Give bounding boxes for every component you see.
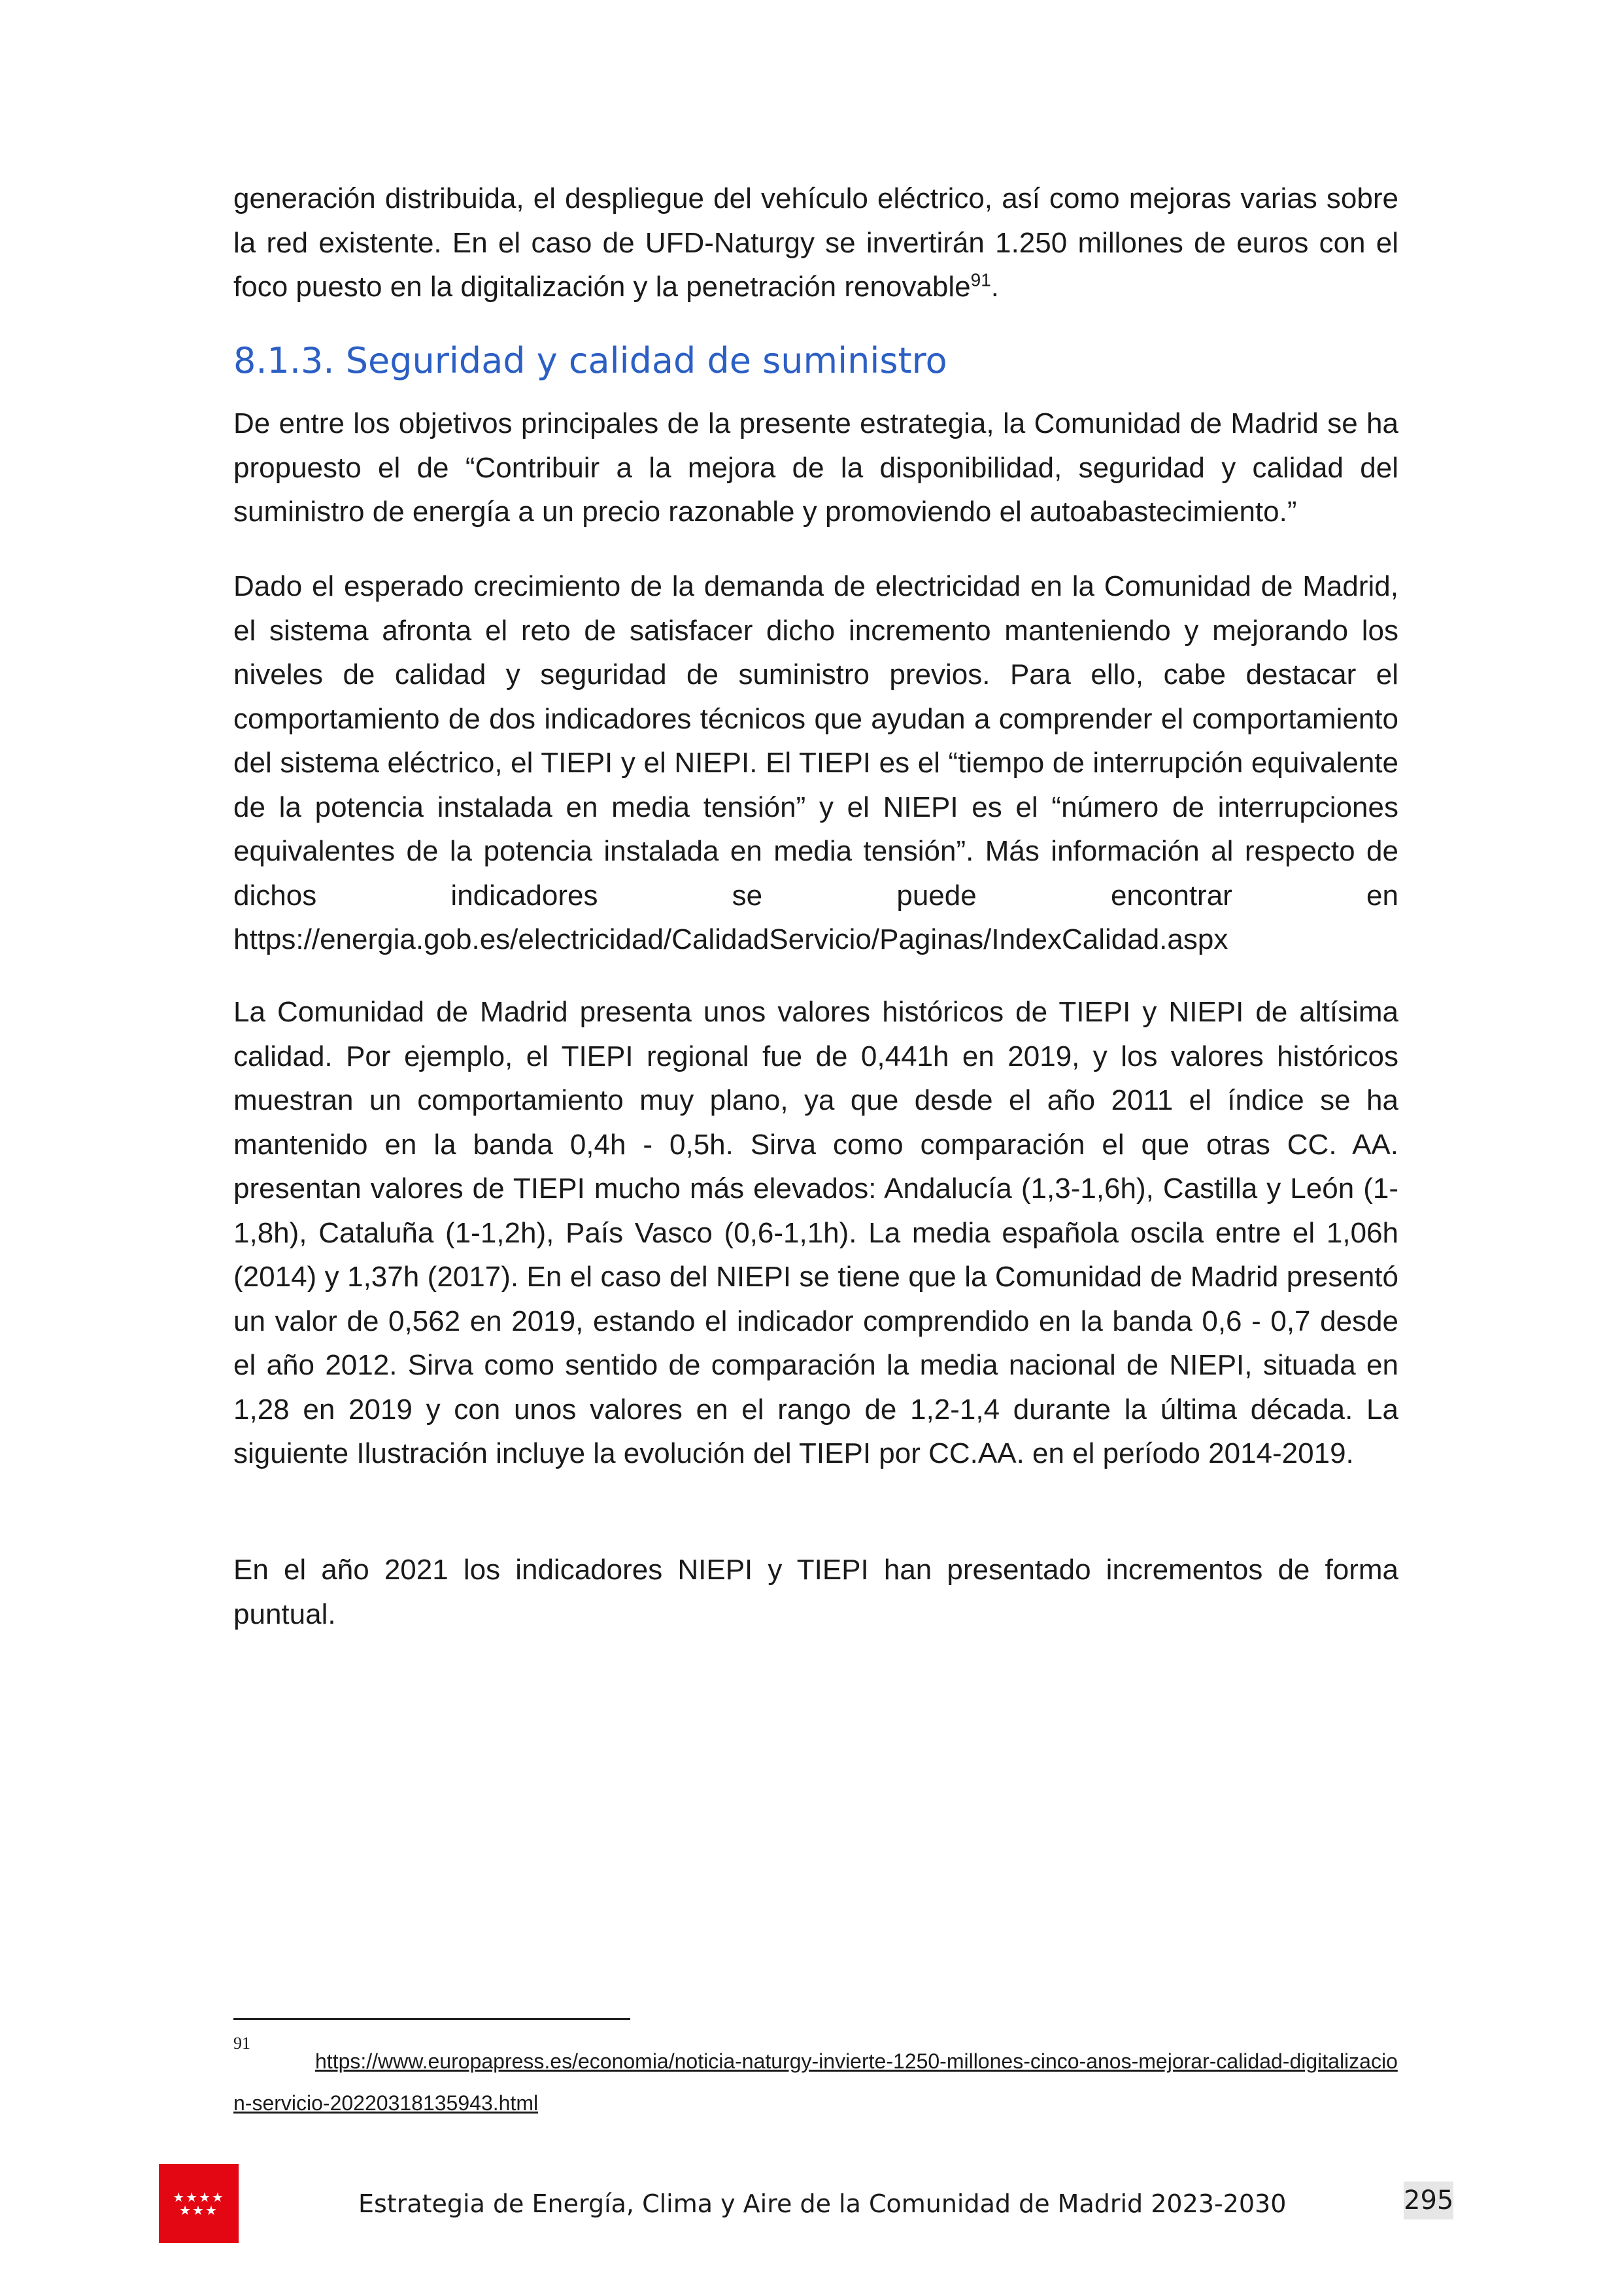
- paragraph-historical-values: La Comunidad de Madrid presenta unos valores históricos de TIEPI y NIEPI de altísima calidad. Por ejemplo, el TIEPI regional fue de 0,441h en 2019, y los valores históricos muestran un comportamiento muy plano, ya que desde el año 2011 el índice se ha mantenido en la banda 0,4h - 0,5h. Sirva como comparación el que otras CC. AA. presentan valores de TIEPI mucho más elevados: Andalucía (1,3-1,6h), Castilla y León (1-1,8h), Cataluña (1-1,2h), País Vasco (0,6-1,1h). La media española oscila entre el 1,06h (2014) y 1,37h (2017). En el caso del NIEPI se tiene que la Comunidad de Madrid presentó un valor de 0,562 en 2019, estando el indicador comprendido en la banda 0,6 - 0,7 desde el año 2012. Sirva como sentido de comparación la media nacional de NIEPI, situada en 1,28 en 2019 y con unos valores en el rango de 1,2-1,4 durante la última década. La siguiente Ilustración incluye la evolución del TIEPI por CC.AA. en el período 2014-2019.: [233, 996, 1398, 1469]
- intro-paragraph: [233, 177, 1398, 309]
- footnote-number: 91: [233, 2034, 250, 2053]
- footer-title: Estrategia de Energía, Clima y Aire de la Comunidad de Madrid 2023-2030: [358, 2189, 1287, 2218]
- logo-stars-top: ★★★★: [173, 2189, 225, 2205]
- comunidad-madrid-logo: [159, 2164, 239, 2243]
- page-number: 295: [1404, 2182, 1453, 2219]
- logo-stars-bottom: ★★★: [179, 2202, 218, 2218]
- footnote-link[interactable]: https://www.europapress.es/economia/noticia-naturgy-invierte-1250-millones-cinco-anos-mejorar-calidad-digitalizacion-servicio-20220318135943.html: [233, 2049, 1398, 2115]
- intro-end: .: [990, 271, 1000, 303]
- paragraph-demand: Dado el esperado crecimiento de la demanda de electricidad en la Comunidad de Madrid, el sistema afronta el reto de satisfacer dicho incremento manteniendo y mejorando los niveles de calidad y seguridad de suministro previos. Para ello, cabe destacar el comportamiento de dos indicadores técnicos que ayudan a comprender el comportamiento del sistema eléctrico, el TIEPI y el NIEPI. El TIEPI es el “tiempo de interrupción equivalente de la potencia instalada en media tensión” y el NIEPI es el “número de interrupciones equivalentes de la potencia instalada en media tensión”. Más información al respecto de dichos indicadores se puede encontrar en https://energia.gob.es/electricidad/CalidadServicio/Paginas/IndexCalidad.aspx: [233, 570, 1398, 955]
- paragraph-2021: En el año 2021 los indicadores NIEPI y TIEPI han presentado incrementos de forma puntual.: [233, 1554, 1398, 1630]
- intro-text: generación distribuida, el despliegue del vehículo eléctrico, así como mejoras varias sobre la red existente. En el caso de UFD-Naturgy se invertirán 1.250 millones de euros con el foco puesto en la digitalización y la penetración renovable: [233, 182, 1398, 303]
- paragraph-objective: De entre los objetivos principales de la presente estrategia, la Comunidad de Madrid se ha propuesto el de “Contribuir a la mejora de la disponibilidad, seguridad y calidad del suministro de energía a un precio razonable y promoviendo el autoabastecimiento.”: [233, 407, 1398, 528]
- footnote-divider: [233, 2018, 630, 2020]
- section-heading: 8.1.3. Seguridad y calidad de suministro: [233, 340, 947, 381]
- footnote-reference[interactable]: 91: [970, 269, 991, 290]
